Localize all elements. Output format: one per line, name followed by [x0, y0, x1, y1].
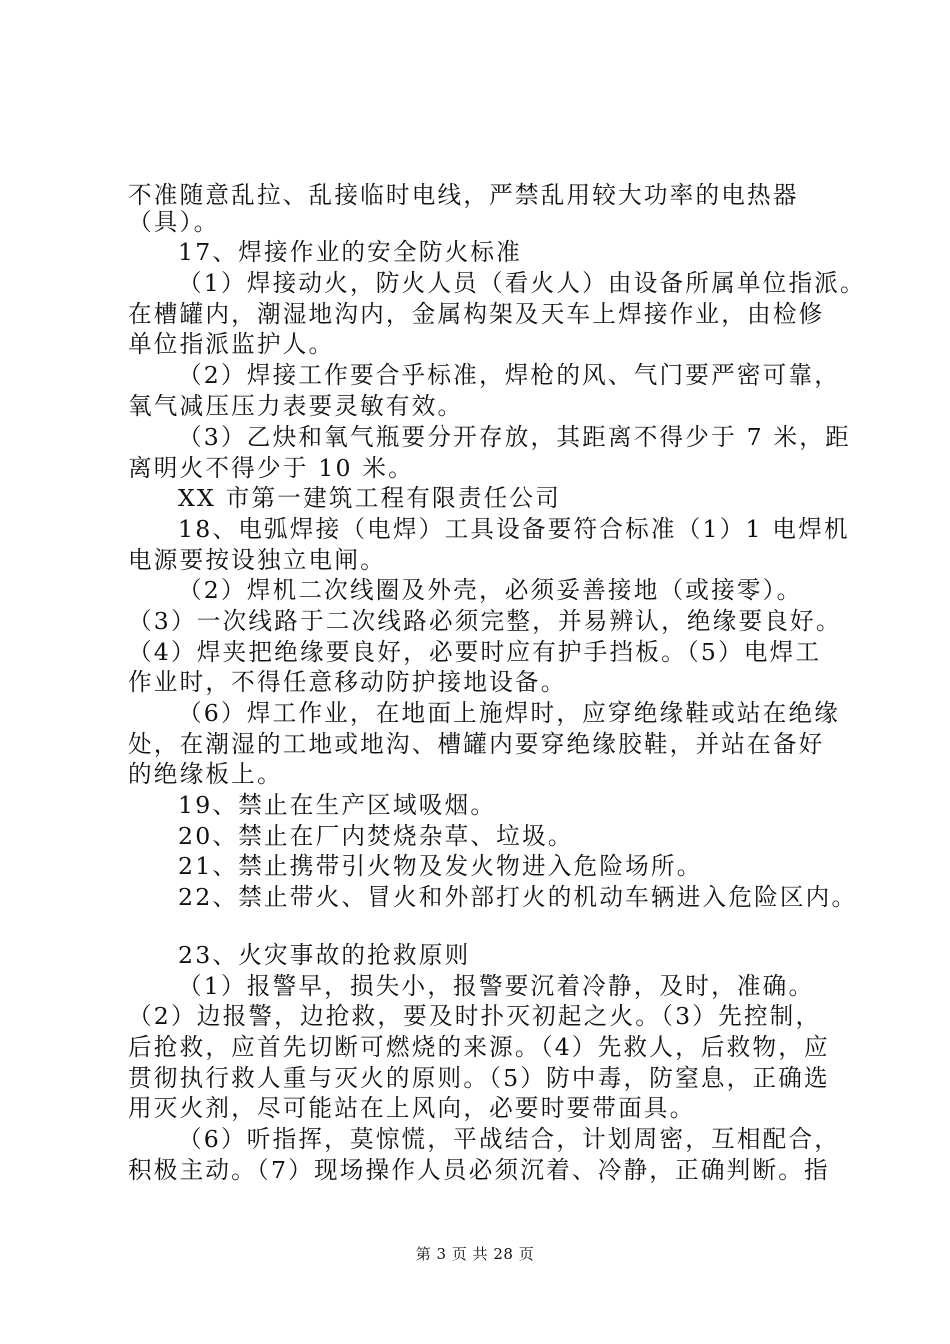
text-line: （2）边报警，边抢救，要及时扑灭初起之火。（3）先控制，: [128, 1002, 822, 1030]
company-name: XX 市第一建筑工程有限责任公司: [178, 484, 562, 512]
text-line: 贯彻执行救人重与灭火的原则。（5）防中毒，防窒息，正确选: [128, 1064, 830, 1092]
text-line: （4）焊夹把绝缘要良好，必要时应有护手挡板。（5）电焊工: [128, 638, 822, 666]
text-line: （1）焊接动火，防火人员（看火人）由设备所属单位指派。: [178, 269, 866, 297]
text-line: 用灭火剂，尽可能站在上风向，必要时要带面具。: [128, 1094, 696, 1122]
text-line: 单位指派监护人。: [128, 330, 335, 358]
section-heading: 20、禁止在厂内焚烧杂草、垃圾。: [178, 822, 574, 850]
text-line: 作业时，不得任意移动防护接地设备。: [128, 668, 567, 696]
text-line: 电源要按设独立电闸。: [128, 546, 386, 574]
text-line: （6）听指挥，莫惊慌，平战结合，计划周密，互相配合，: [178, 1125, 841, 1153]
text-line: （1）报警早，损失小，报警要沉着冷静，及时，准确。: [178, 972, 815, 1000]
text-line: （2）焊机二次线圈及外壳，必须妥善接地（或接零）。: [178, 576, 803, 604]
section-heading: 23、火灾事故的抢救原则: [178, 941, 471, 969]
text-line: 后抢救，应首先切断可燃烧的来源。（4）先救人，后救物，应: [128, 1033, 830, 1061]
text-line: 不准随意乱拉、乱接临时电线，严禁乱用较大功率的电热器: [128, 181, 799, 209]
text-line: （3）乙炔和氧气瓶要分开存放，其距离不得少于 7 米，距: [178, 423, 851, 451]
text-line: （3）一次线路于二次线路必须完整，并易辨认，绝缘要良好。: [128, 607, 842, 635]
section-heading: 22、禁止带火、冒火和外部打火的机动车辆进入危险区内。: [178, 883, 858, 911]
text-line: 处，在潮湿的工地或地沟、槽罐内要穿绝缘胶鞋，并站在备好: [128, 730, 825, 758]
text-line: 氧气减压压力表要灵敏有效。: [128, 392, 464, 420]
text-line: （具）。: [128, 208, 220, 236]
section-heading: 18、电弧焊接（电焊）工具设备要符合标准（1）1 电焊机: [178, 515, 850, 543]
section-heading: 17、焊接作业的安全防火标准: [178, 238, 522, 266]
text-line: 积极主动。（7）现场操作人员必须沉着、冷静，正确判断。指: [128, 1156, 830, 1184]
text-line: 在槽罐内，潮湿地沟内，金属构架及天车上焊接作业，由检修: [128, 300, 825, 328]
text-line: （2）焊接工作要合乎标准，焊枪的风、气门要严密可靠，: [178, 361, 841, 389]
text-line: （6）焊工作业，在地面上施焊时，应穿绝缘鞋或站在绝缘: [178, 699, 841, 727]
section-heading: 19、禁止在生产区域吸烟。: [178, 791, 497, 819]
text-line: 的绝缘板上。: [128, 760, 283, 788]
text-line: 离明火不得少于 10 米。: [128, 454, 414, 482]
section-heading: 21、禁止携带引火物及发火物进入危险场所。: [178, 852, 703, 880]
page-number-footer: 第 3 页 共 28 页: [415, 1245, 535, 1263]
